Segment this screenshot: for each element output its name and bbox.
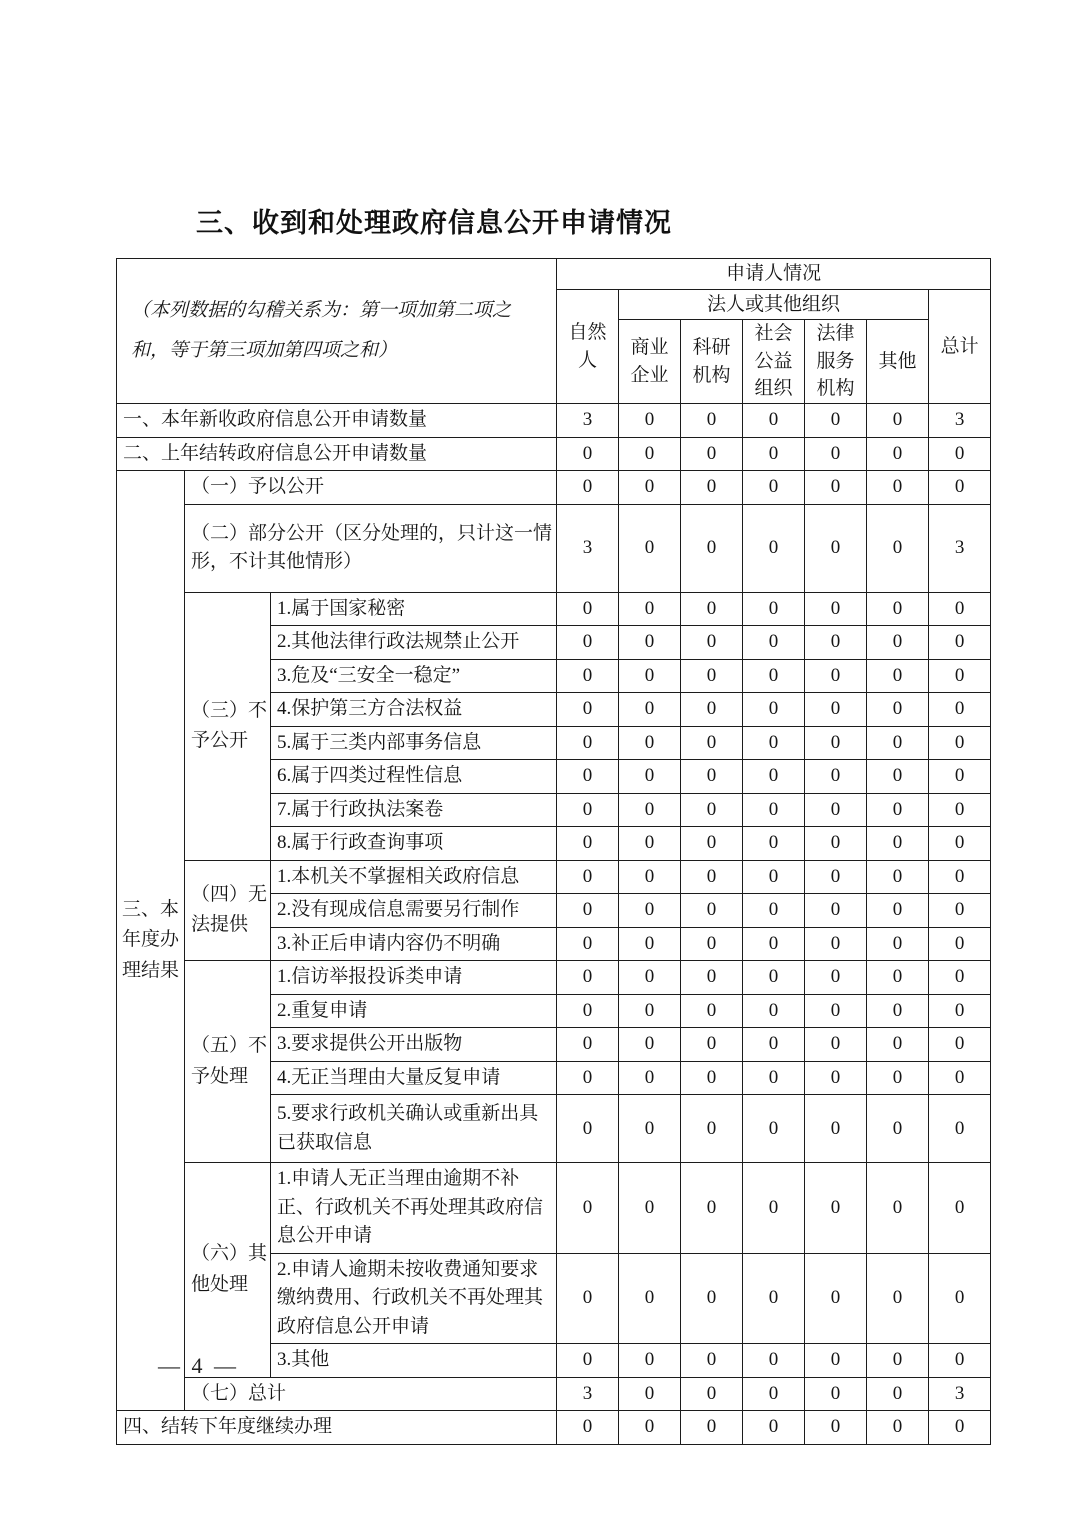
- value-cell: 0: [619, 927, 681, 961]
- value-cell: 0: [929, 1028, 991, 1062]
- group-annual-results: 三、本年度办理结果: [117, 471, 185, 1411]
- value-cell: 0: [681, 1411, 743, 1445]
- value-cell: 0: [681, 504, 743, 592]
- value-cell: 3: [557, 404, 619, 438]
- value-cell: 0: [681, 659, 743, 693]
- value-cell: 0: [619, 1411, 681, 1445]
- row-label: 1.本机关不掌握相关政府信息: [271, 860, 557, 894]
- value-cell: 0: [681, 994, 743, 1028]
- value-cell: 0: [867, 626, 929, 660]
- value-cell: 0: [867, 1061, 929, 1095]
- value-cell: 0: [557, 693, 619, 727]
- value-cell: 0: [743, 1061, 805, 1095]
- header-natural-person: 自然人: [557, 290, 619, 404]
- value-cell: 0: [867, 961, 929, 995]
- table-row: [117, 1377, 991, 1411]
- value-cell: 0: [805, 592, 867, 626]
- row-label: 5.要求行政机关确认或重新出具已获取信息: [271, 1095, 557, 1163]
- value-cell: 0: [681, 437, 743, 471]
- value-cell: 0: [681, 693, 743, 727]
- value-cell: 0: [743, 1344, 805, 1378]
- value-cell: 0: [805, 927, 867, 961]
- value-cell: 0: [557, 760, 619, 794]
- table-row: [117, 471, 991, 505]
- value-cell: 0: [929, 437, 991, 471]
- value-cell: 0: [557, 894, 619, 928]
- value-cell: 0: [619, 626, 681, 660]
- value-cell: 0: [619, 404, 681, 438]
- value-cell: 3: [557, 1377, 619, 1411]
- value-cell: 0: [867, 894, 929, 928]
- value-cell: 0: [743, 437, 805, 471]
- value-cell: 0: [743, 592, 805, 626]
- value-cell: 0: [867, 760, 929, 794]
- value-cell: 0: [805, 1411, 867, 1445]
- table-row: [117, 860, 991, 894]
- value-cell: 0: [619, 592, 681, 626]
- value-cell: 0: [619, 961, 681, 995]
- value-cell: 0: [805, 726, 867, 760]
- value-cell: 0: [805, 760, 867, 794]
- value-cell: 3: [557, 504, 619, 592]
- value-cell: 0: [557, 659, 619, 693]
- value-cell: 0: [743, 793, 805, 827]
- row-label: （一）予以公开: [185, 471, 557, 505]
- value-cell: 0: [681, 961, 743, 995]
- value-cell: 0: [805, 1061, 867, 1095]
- value-cell: 0: [557, 471, 619, 505]
- value-cell: 0: [619, 1344, 681, 1378]
- row-label: 3.其他: [271, 1344, 557, 1378]
- value-cell: 0: [557, 626, 619, 660]
- row-label: 四、结转下年度继续办理: [117, 1411, 557, 1445]
- value-cell: 0: [805, 437, 867, 471]
- value-cell: 0: [867, 827, 929, 861]
- value-cell: 0: [681, 1344, 743, 1378]
- value-cell: 0: [743, 994, 805, 1028]
- row-label: 4.无正当理由大量反复申请: [271, 1061, 557, 1095]
- value-cell: 0: [867, 1253, 929, 1344]
- row-label: 二、上年结转政府信息公开申请数量: [117, 437, 557, 471]
- value-cell: 0: [557, 1253, 619, 1344]
- value-cell: 0: [681, 471, 743, 505]
- value-cell: 3: [929, 1377, 991, 1411]
- value-cell: 0: [557, 1411, 619, 1445]
- value-cell: 0: [743, 827, 805, 861]
- header-social-welfare-org: 社会公益组织: [743, 320, 805, 404]
- value-cell: 0: [805, 994, 867, 1028]
- value-cell: 0: [867, 592, 929, 626]
- value-cell: 0: [929, 1163, 991, 1254]
- value-cell: 0: [619, 760, 681, 794]
- row-label: 一、本年新收政府信息公开申请数量: [117, 404, 557, 438]
- value-cell: 0: [805, 1253, 867, 1344]
- group-other-processing: （六）其他处理: [185, 1163, 271, 1378]
- value-cell: 0: [805, 659, 867, 693]
- value-cell: 0: [619, 793, 681, 827]
- value-cell: 0: [681, 1377, 743, 1411]
- value-cell: 0: [681, 793, 743, 827]
- value-cell: 0: [867, 860, 929, 894]
- value-cell: 0: [805, 1095, 867, 1163]
- group-not-processed: （五）不予处理: [185, 961, 271, 1163]
- value-cell: 0: [619, 894, 681, 928]
- value-cell: 0: [681, 894, 743, 928]
- row-label: 3.要求提供公开出版物: [271, 1028, 557, 1062]
- value-cell: 0: [867, 693, 929, 727]
- table-row: [117, 437, 991, 471]
- value-cell: 0: [619, 827, 681, 861]
- value-cell: 0: [929, 659, 991, 693]
- value-cell: 0: [557, 1028, 619, 1062]
- value-cell: 0: [681, 1253, 743, 1344]
- row-label: 3.补正后申请内容仍不明确: [271, 927, 557, 961]
- value-cell: 0: [743, 504, 805, 592]
- value-cell: 0: [929, 471, 991, 505]
- row-label: 1.信访举报投诉类申请: [271, 961, 557, 995]
- value-cell: 0: [743, 726, 805, 760]
- value-cell: 0: [681, 404, 743, 438]
- value-cell: 0: [929, 1253, 991, 1344]
- value-cell: 0: [867, 994, 929, 1028]
- row-label: 4.保护第三方合法权益: [271, 693, 557, 727]
- value-cell: 0: [681, 860, 743, 894]
- value-cell: 0: [867, 1344, 929, 1378]
- value-cell: 0: [805, 693, 867, 727]
- value-cell: 0: [929, 894, 991, 928]
- table-row: [117, 504, 991, 592]
- row-label: 2.重复申请: [271, 994, 557, 1028]
- value-cell: 0: [619, 1253, 681, 1344]
- row-label: 2.申请人逾期未按收费通知要求缴纳费用、行政机关不再处理其政府信息公开申请: [271, 1253, 557, 1344]
- value-cell: 0: [929, 961, 991, 995]
- value-cell: 0: [557, 1163, 619, 1254]
- value-cell: 0: [743, 894, 805, 928]
- value-cell: 0: [619, 1028, 681, 1062]
- value-cell: 0: [557, 437, 619, 471]
- value-cell: 0: [929, 860, 991, 894]
- value-cell: 0: [867, 1411, 929, 1445]
- value-cell: 0: [557, 1061, 619, 1095]
- value-cell: 0: [681, 927, 743, 961]
- table-note: （本列数据的勾稽关系为：第一项加第二项之和，等于第三项加第四项之和）: [117, 259, 557, 404]
- value-cell: 0: [557, 994, 619, 1028]
- value-cell: 0: [619, 1095, 681, 1163]
- header-legal-other-orgs: 法人或其他组织: [619, 290, 929, 320]
- value-cell: 0: [743, 927, 805, 961]
- value-cell: 0: [867, 404, 929, 438]
- value-cell: 0: [619, 1061, 681, 1095]
- value-cell: 0: [929, 793, 991, 827]
- row-label: （七）总计: [185, 1377, 557, 1411]
- value-cell: 0: [557, 860, 619, 894]
- value-cell: 0: [867, 927, 929, 961]
- row-label: 2.其他法律行政法规禁止公开: [271, 626, 557, 660]
- value-cell: 0: [619, 1163, 681, 1254]
- value-cell: 0: [867, 726, 929, 760]
- row-label: 1.属于国家秘密: [271, 592, 557, 626]
- value-cell: 0: [557, 827, 619, 861]
- section-title: 三、收到和处理政府信息公开申请情况: [196, 208, 672, 238]
- value-cell: 0: [929, 760, 991, 794]
- value-cell: 0: [805, 471, 867, 505]
- value-cell: 0: [681, 760, 743, 794]
- table-row: [117, 961, 991, 995]
- row-label: 8.属于行政查询事项: [271, 827, 557, 861]
- value-cell: 0: [743, 961, 805, 995]
- applications-table: [116, 258, 991, 1445]
- value-cell: 0: [929, 626, 991, 660]
- value-cell: 0: [681, 1028, 743, 1062]
- value-cell: 0: [867, 1377, 929, 1411]
- value-cell: 0: [557, 1344, 619, 1378]
- value-cell: 0: [929, 927, 991, 961]
- value-cell: 0: [805, 1163, 867, 1254]
- row-label: 2.没有现成信息需要另行制作: [271, 894, 557, 928]
- table-row: [117, 592, 991, 626]
- value-cell: 0: [619, 726, 681, 760]
- value-cell: 0: [743, 626, 805, 660]
- value-cell: 0: [681, 726, 743, 760]
- value-cell: 0: [619, 504, 681, 592]
- value-cell: 0: [929, 1344, 991, 1378]
- header-total: 总计: [929, 290, 991, 404]
- value-cell: 0: [929, 994, 991, 1028]
- value-cell: 0: [929, 693, 991, 727]
- value-cell: 0: [681, 827, 743, 861]
- value-cell: 0: [681, 592, 743, 626]
- value-cell: 0: [557, 961, 619, 995]
- table-row: [117, 259, 991, 290]
- value-cell: 0: [619, 693, 681, 727]
- row-label: 1.申请人无正当理由逾期不补正、行政机关不再处理其政府信息公开申请: [271, 1163, 557, 1254]
- value-cell: 0: [743, 659, 805, 693]
- value-cell: 3: [929, 404, 991, 438]
- value-cell: 0: [743, 1253, 805, 1344]
- value-cell: 0: [805, 1028, 867, 1062]
- table-row: [117, 404, 991, 438]
- value-cell: 0: [557, 592, 619, 626]
- value-cell: 0: [743, 1163, 805, 1254]
- value-cell: 0: [557, 927, 619, 961]
- value-cell: 0: [805, 827, 867, 861]
- value-cell: 0: [557, 1095, 619, 1163]
- row-label: 7.属于行政执法案卷: [271, 793, 557, 827]
- value-cell: 0: [743, 1028, 805, 1062]
- header-commercial-enterprise: 商业企业: [619, 320, 681, 404]
- value-cell: 0: [805, 961, 867, 995]
- value-cell: 0: [743, 471, 805, 505]
- value-cell: 0: [619, 1377, 681, 1411]
- value-cell: 0: [681, 1095, 743, 1163]
- value-cell: 0: [929, 827, 991, 861]
- value-cell: 0: [805, 504, 867, 592]
- value-cell: 0: [619, 471, 681, 505]
- value-cell: 0: [929, 1095, 991, 1163]
- value-cell: 0: [805, 1377, 867, 1411]
- row-label: 6.属于四类过程性信息: [271, 760, 557, 794]
- value-cell: 0: [743, 404, 805, 438]
- value-cell: 0: [743, 693, 805, 727]
- header-research-institution: 科研机构: [681, 320, 743, 404]
- value-cell: 0: [867, 1095, 929, 1163]
- value-cell: 0: [619, 994, 681, 1028]
- value-cell: 0: [557, 726, 619, 760]
- value-cell: 0: [929, 592, 991, 626]
- value-cell: 0: [867, 471, 929, 505]
- value-cell: 0: [867, 437, 929, 471]
- page-number: — 4 —: [158, 1353, 239, 1378]
- table-row: [117, 1411, 991, 1445]
- value-cell: 0: [929, 1061, 991, 1095]
- value-cell: 0: [929, 726, 991, 760]
- value-cell: 0: [929, 1411, 991, 1445]
- value-cell: 0: [867, 1028, 929, 1062]
- value-cell: 0: [619, 659, 681, 693]
- header-other: 其他: [867, 320, 929, 404]
- value-cell: 3: [929, 504, 991, 592]
- value-cell: 0: [743, 760, 805, 794]
- header-applicant-status: 申请人情况: [557, 259, 991, 290]
- value-cell: 0: [805, 404, 867, 438]
- group-unable-to-provide: （四）无法提供: [185, 860, 271, 961]
- value-cell: 0: [867, 1163, 929, 1254]
- value-cell: 0: [867, 659, 929, 693]
- value-cell: 0: [805, 626, 867, 660]
- value-cell: 0: [681, 1061, 743, 1095]
- table-row: [117, 1163, 991, 1254]
- group-not-disclosed: （三）不予公开: [185, 592, 271, 860]
- value-cell: 0: [805, 1344, 867, 1378]
- value-cell: 0: [681, 626, 743, 660]
- value-cell: 0: [619, 437, 681, 471]
- row-label: 3.危及“三安全一稳定”: [271, 659, 557, 693]
- value-cell: 0: [619, 860, 681, 894]
- row-label: （二）部分公开（区分处理的，只计这一情形，不计其他情形）: [185, 504, 557, 592]
- value-cell: 0: [867, 793, 929, 827]
- value-cell: 0: [743, 1411, 805, 1445]
- value-cell: 0: [743, 1377, 805, 1411]
- value-cell: 0: [805, 860, 867, 894]
- value-cell: 0: [681, 1163, 743, 1254]
- value-cell: 0: [867, 504, 929, 592]
- value-cell: 0: [743, 1095, 805, 1163]
- value-cell: 0: [743, 860, 805, 894]
- value-cell: 0: [557, 793, 619, 827]
- header-legal-service-org: 法律服务机构: [805, 320, 867, 404]
- value-cell: 0: [805, 894, 867, 928]
- row-label: 5.属于三类内部事务信息: [271, 726, 557, 760]
- value-cell: 0: [805, 793, 867, 827]
